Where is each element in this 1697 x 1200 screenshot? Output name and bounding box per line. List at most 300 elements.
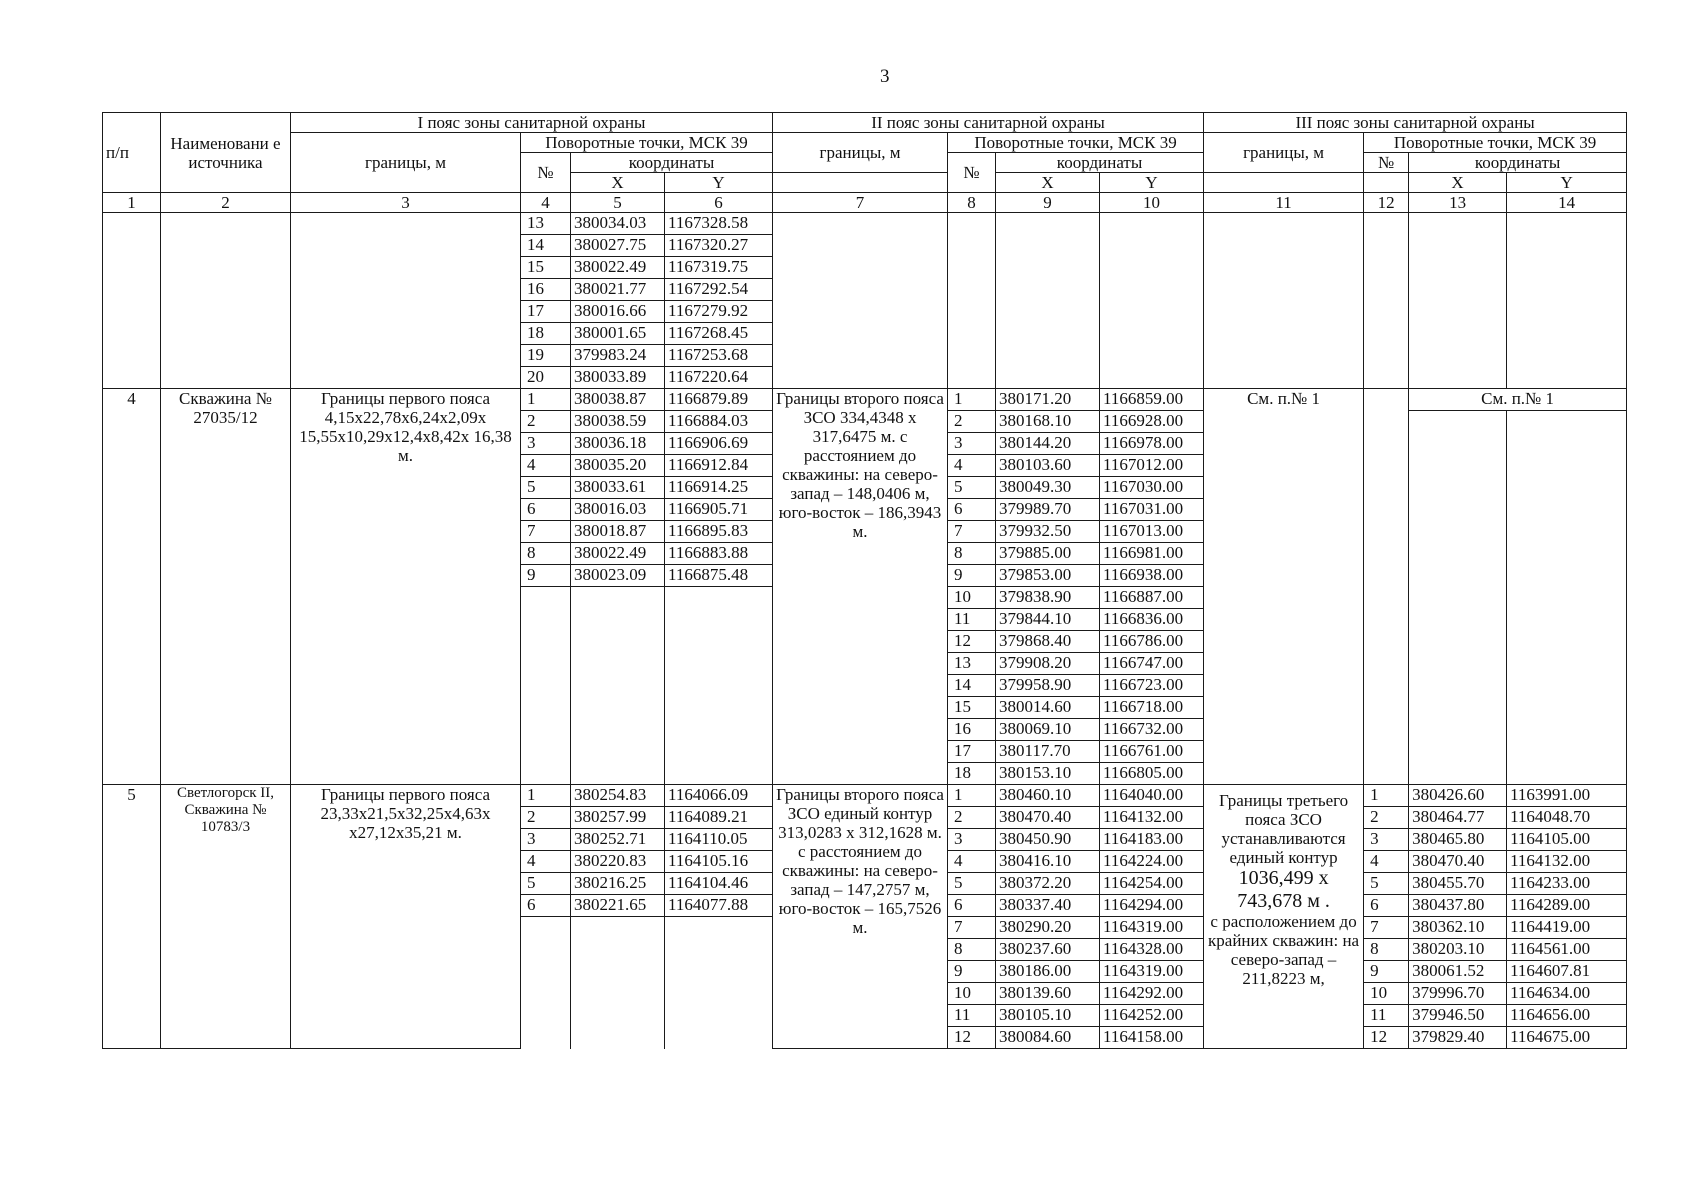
belt2-point-y: 1166981.00 [1100,543,1204,565]
belt1-point-num: 5 [521,477,571,499]
belt3-point-num: 2 [1364,807,1409,829]
column-number-9: 9 [996,193,1100,213]
cont-belt2-x [996,213,1100,389]
belt1-point-y: 1166879.89 [665,389,773,411]
belt1-boundaries-text: Границы первого пояса 23,33х21,5х32,25х4,63х х27,12х35,21 м. [291,785,521,1049]
header-pp: п/п [103,113,161,193]
belt3-point-num: 7 [1364,917,1409,939]
header-row-1 [103,113,1627,133]
belt1-empty [571,609,665,631]
header-belt1-coordinates: координаты [571,153,773,173]
belt1-empty [521,763,571,785]
belt1-empty [571,961,665,983]
belt2-point-x: 380416.10 [996,851,1100,873]
column-number-4: 4 [521,193,571,213]
belt3-points-text: См. п.№ 1 [1409,389,1627,411]
belt2-point-y: 1164328.00 [1100,939,1204,961]
belt1-point-x: 380022.49 [571,543,665,565]
belt2-point-num: 1 [948,785,996,807]
belt1-point-num: 1 [521,389,571,411]
belt1-empty [665,1027,773,1049]
table-row [103,213,1627,235]
belt3-point-x: 380455.70 [1409,873,1507,895]
belt1-point-y: 1167220.64 [665,367,773,389]
belt1-point-num: 4 [521,455,571,477]
belt3-point-x: 380464.77 [1409,807,1507,829]
column-number-1: 1 [103,193,161,213]
belt1-empty [521,609,571,631]
belt1-point-x: 380027.75 [571,235,665,257]
belt3-boundaries-text [1204,785,1364,1049]
belt1-point-num: 19 [521,345,571,367]
belt1-point-num: 6 [521,895,571,917]
cont-name [161,213,291,389]
belt1-empty [571,587,665,609]
belt2-point-num: 3 [948,433,996,455]
belt2-point-y: 1166718.00 [1100,697,1204,719]
belt2-point-x: 380168.10 [996,411,1100,433]
belt1-empty [521,587,571,609]
belt2-point-y: 1166938.00 [1100,565,1204,587]
belt1-point-y: 1167320.27 [665,235,773,257]
belt1-point-y: 1164105.16 [665,851,773,873]
column-number-13: 13 [1409,193,1507,213]
belt3-point-x: 380203.10 [1409,939,1507,961]
header-belt2-y: Y [1100,173,1204,193]
belt2-point-num: 8 [948,939,996,961]
belt1-point-x: 380033.89 [571,367,665,389]
belt1-empty [571,697,665,719]
belt3-text-a: Границы третьего пояса ЗСО устанавливаются единый контур [1218,791,1349,868]
belt1-point-x: 380016.66 [571,301,665,323]
belt1-point-x: 380021.77 [571,279,665,301]
belt2-point-x: 380153.10 [996,763,1100,785]
belt2-point-x: 379932.50 [996,521,1100,543]
belt3-point-num: 6 [1364,895,1409,917]
belt2-point-x: 380337.40 [996,895,1100,917]
belt2-point-y: 1166732.00 [1100,719,1204,741]
belt3-boundaries-text: См. п.№ 1 [1204,389,1364,785]
belt1-point-y: 1166906.69 [665,433,773,455]
header-source-name: Наименовани е источника [161,113,291,193]
column-number-8: 8 [948,193,996,213]
belt1-point-y: 1167292.54 [665,279,773,301]
belt1-empty [571,675,665,697]
cont-belt1-text [291,213,521,389]
belt1-point-x: 380038.59 [571,411,665,433]
belt2-boundaries-text: Границы второго пояса ЗСО единый контур 313,0283 х 312,1628 м. с расстоянием до скважины: на северо-запад – 147,2757 м, юго-восток – 165,7526 м. [773,785,948,1049]
belt3-point-num: 1 [1364,785,1409,807]
belt1-empty [665,587,773,609]
belt2-point-x: 379958.90 [996,675,1100,697]
belt2-point-x: 380069.10 [996,719,1100,741]
belt3-point-num: 10 [1364,983,1409,1005]
header-belt2-coordinates: координаты [996,153,1204,173]
belt3-point-num: 8 [1364,939,1409,961]
belt2-point-y: 1164252.00 [1100,1005,1204,1027]
cont-belt3-x [1409,213,1507,389]
belt1-boundaries-text: Границы первого пояса 4,15х22,78х6,24х2,09х 15,55х10,29х12,4х8,42х 16,38 м. [291,389,521,785]
belt3-point-y: 1164607.81 [1507,961,1627,983]
belt2-point-num: 15 [948,697,996,719]
belt1-empty [521,697,571,719]
belt2-point-num: 9 [948,961,996,983]
column-number-10: 10 [1100,193,1204,213]
belt3-point-y: 1164289.00 [1507,895,1627,917]
belt2-point-num: 7 [948,917,996,939]
header-belt1-num: № [521,153,571,193]
belt2-point-y: 1166978.00 [1100,433,1204,455]
belt2-point-num: 3 [948,829,996,851]
belt1-point-x: 380036.18 [571,433,665,455]
column-number-row [103,193,1627,213]
header-belt2-blank [773,173,948,193]
belt2-point-num: 2 [948,807,996,829]
belt2-point-y: 1164040.00 [1100,785,1204,807]
column-number-6: 6 [665,193,773,213]
belt1-empty [665,653,773,675]
belt2-point-y: 1164319.00 [1100,961,1204,983]
belt1-empty [665,719,773,741]
header-belt3-y: Y [1507,173,1627,193]
belt3-point-x: 380470.40 [1409,851,1507,873]
belt1-empty [521,653,571,675]
belt2-point-y: 1164254.00 [1100,873,1204,895]
belt3-point-x: 380362.10 [1409,917,1507,939]
header-belt2-boundaries: границы, м [773,133,948,173]
column-number-3: 3 [291,193,521,213]
belt1-point-y: 1166883.88 [665,543,773,565]
belt3-point-y: 1164561.00 [1507,939,1627,961]
belt2-point-x: 380117.70 [996,741,1100,763]
belt2-point-num: 4 [948,851,996,873]
belt3-x-empty [1409,411,1507,785]
belt1-empty [571,1005,665,1027]
belt1-point-x: 380022.49 [571,257,665,279]
belt2-point-num: 11 [948,1005,996,1027]
belt2-point-y: 1166928.00 [1100,411,1204,433]
belt2-point-y: 1166723.00 [1100,675,1204,697]
belt3-point-y: 1164634.00 [1507,983,1627,1005]
table-row [103,785,1627,807]
belt1-point-num: 8 [521,543,571,565]
belt1-empty [521,631,571,653]
belt3-point-x: 380061.52 [1409,961,1507,983]
belt3-point-y: 1164419.00 [1507,917,1627,939]
belt1-point-y: 1164077.88 [665,895,773,917]
belt2-point-y: 1166747.00 [1100,653,1204,675]
belt3-point-x: 379946.50 [1409,1005,1507,1027]
belt1-empty [665,675,773,697]
belt2-point-y: 1166887.00 [1100,587,1204,609]
belt3-point-y: 1164656.00 [1507,1005,1627,1027]
belt1-point-y: 1164066.09 [665,785,773,807]
belt2-point-y: 1164319.00 [1100,917,1204,939]
belt2-point-y: 1166805.00 [1100,763,1204,785]
belt3-text-c: с расположением до крайних скважин: на северо-запад – 211,8223 м, [1208,912,1360,989]
belt3-point-x: 380437.80 [1409,895,1507,917]
belt1-empty [665,697,773,719]
belt2-point-num: 2 [948,411,996,433]
belt2-point-x: 380290.20 [996,917,1100,939]
belt1-point-num: 14 [521,235,571,257]
belt3-point-x: 379829.40 [1409,1027,1507,1049]
belt3-point-num: 5 [1364,873,1409,895]
belt1-empty [571,917,665,939]
header-belt3-turning-points: Поворотные точки, МСК 39 [1364,133,1627,153]
belt1-empty [571,983,665,1005]
belt2-point-num: 7 [948,521,996,543]
belt2-point-y: 1166859.00 [1100,389,1204,411]
belt2-point-num: 12 [948,1027,996,1049]
belt1-point-num: 2 [521,807,571,829]
belt1-empty [665,939,773,961]
column-number-7: 7 [773,193,948,213]
belt1-point-x: 380220.83 [571,851,665,873]
belt1-point-y: 1166912.84 [665,455,773,477]
header-belt3-num: № [1364,153,1409,173]
belt1-point-y: 1166875.48 [665,565,773,587]
header-belt3-x: X [1409,173,1507,193]
belt1-point-num: 3 [521,433,571,455]
belt3-point-num: 4 [1364,851,1409,873]
belt3-point-y: 1163991.00 [1507,785,1627,807]
belt2-point-x: 379989.70 [996,499,1100,521]
belt2-point-y: 1167030.00 [1100,477,1204,499]
belt1-empty [665,983,773,1005]
cont-belt3-num [1364,213,1409,389]
column-number-14: 14 [1507,193,1627,213]
belt1-point-num: 2 [521,411,571,433]
header-belt3: III пояс зоны санитарной охраны [1204,113,1627,133]
belt3-point-x: 380426.60 [1409,785,1507,807]
belt2-point-x: 380105.10 [996,1005,1100,1027]
header-belt2-turning-points: Поворотные точки, МСК 39 [948,133,1204,153]
belt1-point-num: 6 [521,499,571,521]
belt2-point-x: 379838.90 [996,587,1100,609]
belt2-point-num: 10 [948,587,996,609]
belt2-point-y: 1164158.00 [1100,1027,1204,1049]
belt1-empty [521,1027,571,1049]
belt1-empty [521,1005,571,1027]
belt1-point-x: 380016.03 [571,499,665,521]
belt1-empty [521,719,571,741]
belt1-point-x: 380038.87 [571,389,665,411]
belt1-point-x: 379983.24 [571,345,665,367]
belt3-point-num: 9 [1364,961,1409,983]
belt1-point-num: 1 [521,785,571,807]
belt2-point-x: 380450.90 [996,829,1100,851]
belt1-empty [571,741,665,763]
belt2-point-y: 1164292.00 [1100,983,1204,1005]
belt2-point-num: 6 [948,499,996,521]
belt1-point-num: 16 [521,279,571,301]
belt1-point-x: 380001.65 [571,323,665,345]
belt2-point-x: 380139.60 [996,983,1100,1005]
belt1-point-num: 18 [521,323,571,345]
belt2-boundaries-text: Границы второго пояса ЗСО 334,4348 х 317,6475 м. с расстоянием до скважины: на северо-запад – 148,0406 м, юго-восток – 186,3943 м. [773,389,948,785]
belt2-point-x: 380014.60 [996,697,1100,719]
belt1-point-y: 1167279.92 [665,301,773,323]
belt1-empty [521,675,571,697]
belt2-point-num: 9 [948,565,996,587]
belt1-point-x: 380033.61 [571,477,665,499]
belt1-empty [571,653,665,675]
sanitary-zone-table [102,112,1627,1049]
belt1-empty [665,609,773,631]
table-row [103,389,1627,411]
belt2-point-x: 379853.00 [996,565,1100,587]
belt3-point-num: 11 [1364,1005,1409,1027]
belt2-point-num: 18 [948,763,996,785]
belt1-point-x: 380216.25 [571,873,665,895]
belt1-empty [571,719,665,741]
belt1-point-x: 380257.99 [571,807,665,829]
row-number: 5 [103,785,161,1049]
header-belt3-num-blank [1364,173,1409,193]
belt1-point-x: 380221.65 [571,895,665,917]
page-number: 3 [880,66,890,87]
belt2-point-x: 380372.20 [996,873,1100,895]
belt3-point-y: 1164105.00 [1507,829,1627,851]
belt1-empty [665,961,773,983]
column-number-5: 5 [571,193,665,213]
belt1-empty [665,917,773,939]
header-belt3-boundaries: границы, м [1204,133,1364,173]
header-belt1-boundaries: границы, м [291,133,521,193]
cont-pp [103,213,161,389]
source-name: Скважина № 27035/12 [161,389,291,785]
belt2-point-num: 10 [948,983,996,1005]
belt1-point-x: 380018.87 [571,521,665,543]
header-row-2 [103,133,1627,153]
belt1-point-num: 5 [521,873,571,895]
belt3-point-y: 1164132.00 [1507,851,1627,873]
belt1-point-y: 1164089.21 [665,807,773,829]
belt2-point-x: 380186.00 [996,961,1100,983]
belt2-point-num: 14 [948,675,996,697]
belt3-point-y: 1164675.00 [1507,1027,1627,1049]
belt2-point-num: 5 [948,873,996,895]
belt2-point-x: 380144.20 [996,433,1100,455]
belt1-point-x: 380254.83 [571,785,665,807]
belt1-point-num: 20 [521,367,571,389]
source-name: Светлогорск II, Скважина № 10783/3 [161,785,291,1049]
cont-belt2-num [948,213,996,389]
belt3-point-x: 379996.70 [1409,983,1507,1005]
header-belt3-coordinates: координаты [1409,153,1627,173]
column-number-11: 11 [1204,193,1364,213]
belt2-point-y: 1166786.00 [1100,631,1204,653]
belt2-point-y: 1167031.00 [1100,499,1204,521]
belt1-point-x: 380034.03 [571,213,665,235]
belt1-point-y: 1166914.25 [665,477,773,499]
belt1-point-x: 380023.09 [571,565,665,587]
belt2-point-y: 1166761.00 [1100,741,1204,763]
belt1-point-num: 17 [521,301,571,323]
belt2-point-num: 12 [948,631,996,653]
belt3-point-num: 3 [1364,829,1409,851]
belt1-point-num: 9 [521,565,571,587]
belt2-point-x: 379844.10 [996,609,1100,631]
header-belt2-x: X [996,173,1100,193]
belt3-point-num: 12 [1364,1027,1409,1049]
belt1-empty [521,961,571,983]
belt1-empty [571,631,665,653]
belt2-point-x: 379908.20 [996,653,1100,675]
belt2-point-num: 1 [948,389,996,411]
belt1-point-num: 7 [521,521,571,543]
belt2-point-num: 4 [948,455,996,477]
belt1-empty [571,1027,665,1049]
belt1-point-y: 1167268.45 [665,323,773,345]
header-belt2-num: № [948,153,996,193]
belt2-point-x: 379868.40 [996,631,1100,653]
header-belt3-blank [1204,173,1364,193]
belt3-text-b: 1036,499 х 743,678 м . [1237,867,1330,912]
belt2-point-y: 1167012.00 [1100,455,1204,477]
belt2-point-x: 380049.30 [996,477,1100,499]
belt3-num-empty [1364,389,1409,785]
belt1-point-x: 380252.71 [571,829,665,851]
belt1-point-num: 3 [521,829,571,851]
belt2-point-x: 380084.60 [996,1027,1100,1049]
belt2-point-x: 380103.60 [996,455,1100,477]
belt2-point-y: 1164183.00 [1100,829,1204,851]
belt2-point-num: 17 [948,741,996,763]
column-number-2: 2 [161,193,291,213]
belt1-empty [665,631,773,653]
belt1-point-y: 1167253.68 [665,345,773,367]
belt1-point-x: 380035.20 [571,455,665,477]
belt2-point-y: 1164294.00 [1100,895,1204,917]
belt1-point-y: 1166905.71 [665,499,773,521]
belt3-point-x: 380465.80 [1409,829,1507,851]
belt2-point-x: 380171.20 [996,389,1100,411]
belt2-point-x: 380237.60 [996,939,1100,961]
belt2-point-num: 11 [948,609,996,631]
belt1-point-y: 1166884.03 [665,411,773,433]
belt3-y-empty [1507,411,1627,785]
belt1-point-y: 1166895.83 [665,521,773,543]
belt2-point-x: 380460.10 [996,785,1100,807]
belt2-point-num: 6 [948,895,996,917]
belt1-point-num: 13 [521,213,571,235]
cont-belt2-y [1100,213,1204,389]
belt3-point-y: 1164233.00 [1507,873,1627,895]
belt1-empty [521,983,571,1005]
cont-belt3-y [1507,213,1627,389]
belt1-empty [665,763,773,785]
belt1-point-y: 1167319.75 [665,257,773,279]
belt3-point-y: 1164048.70 [1507,807,1627,829]
belt1-empty [521,917,571,939]
header-belt1-y: Y [665,173,773,193]
header-belt1: I пояс зоны санитарной охраны [291,113,773,133]
cont-belt3-text [1204,213,1364,389]
belt1-point-y: 1164104.46 [665,873,773,895]
belt1-point-num: 15 [521,257,571,279]
belt2-point-y: 1166836.00 [1100,609,1204,631]
header-belt1-x: X [571,173,665,193]
belt2-point-y: 1167013.00 [1100,521,1204,543]
belt2-point-y: 1164224.00 [1100,851,1204,873]
header-belt2: II пояс зоны санитарной охраны [773,113,1204,133]
belt2-point-y: 1164132.00 [1100,807,1204,829]
belt1-empty [521,939,571,961]
column-number-12: 12 [1364,193,1409,213]
belt1-empty [665,741,773,763]
